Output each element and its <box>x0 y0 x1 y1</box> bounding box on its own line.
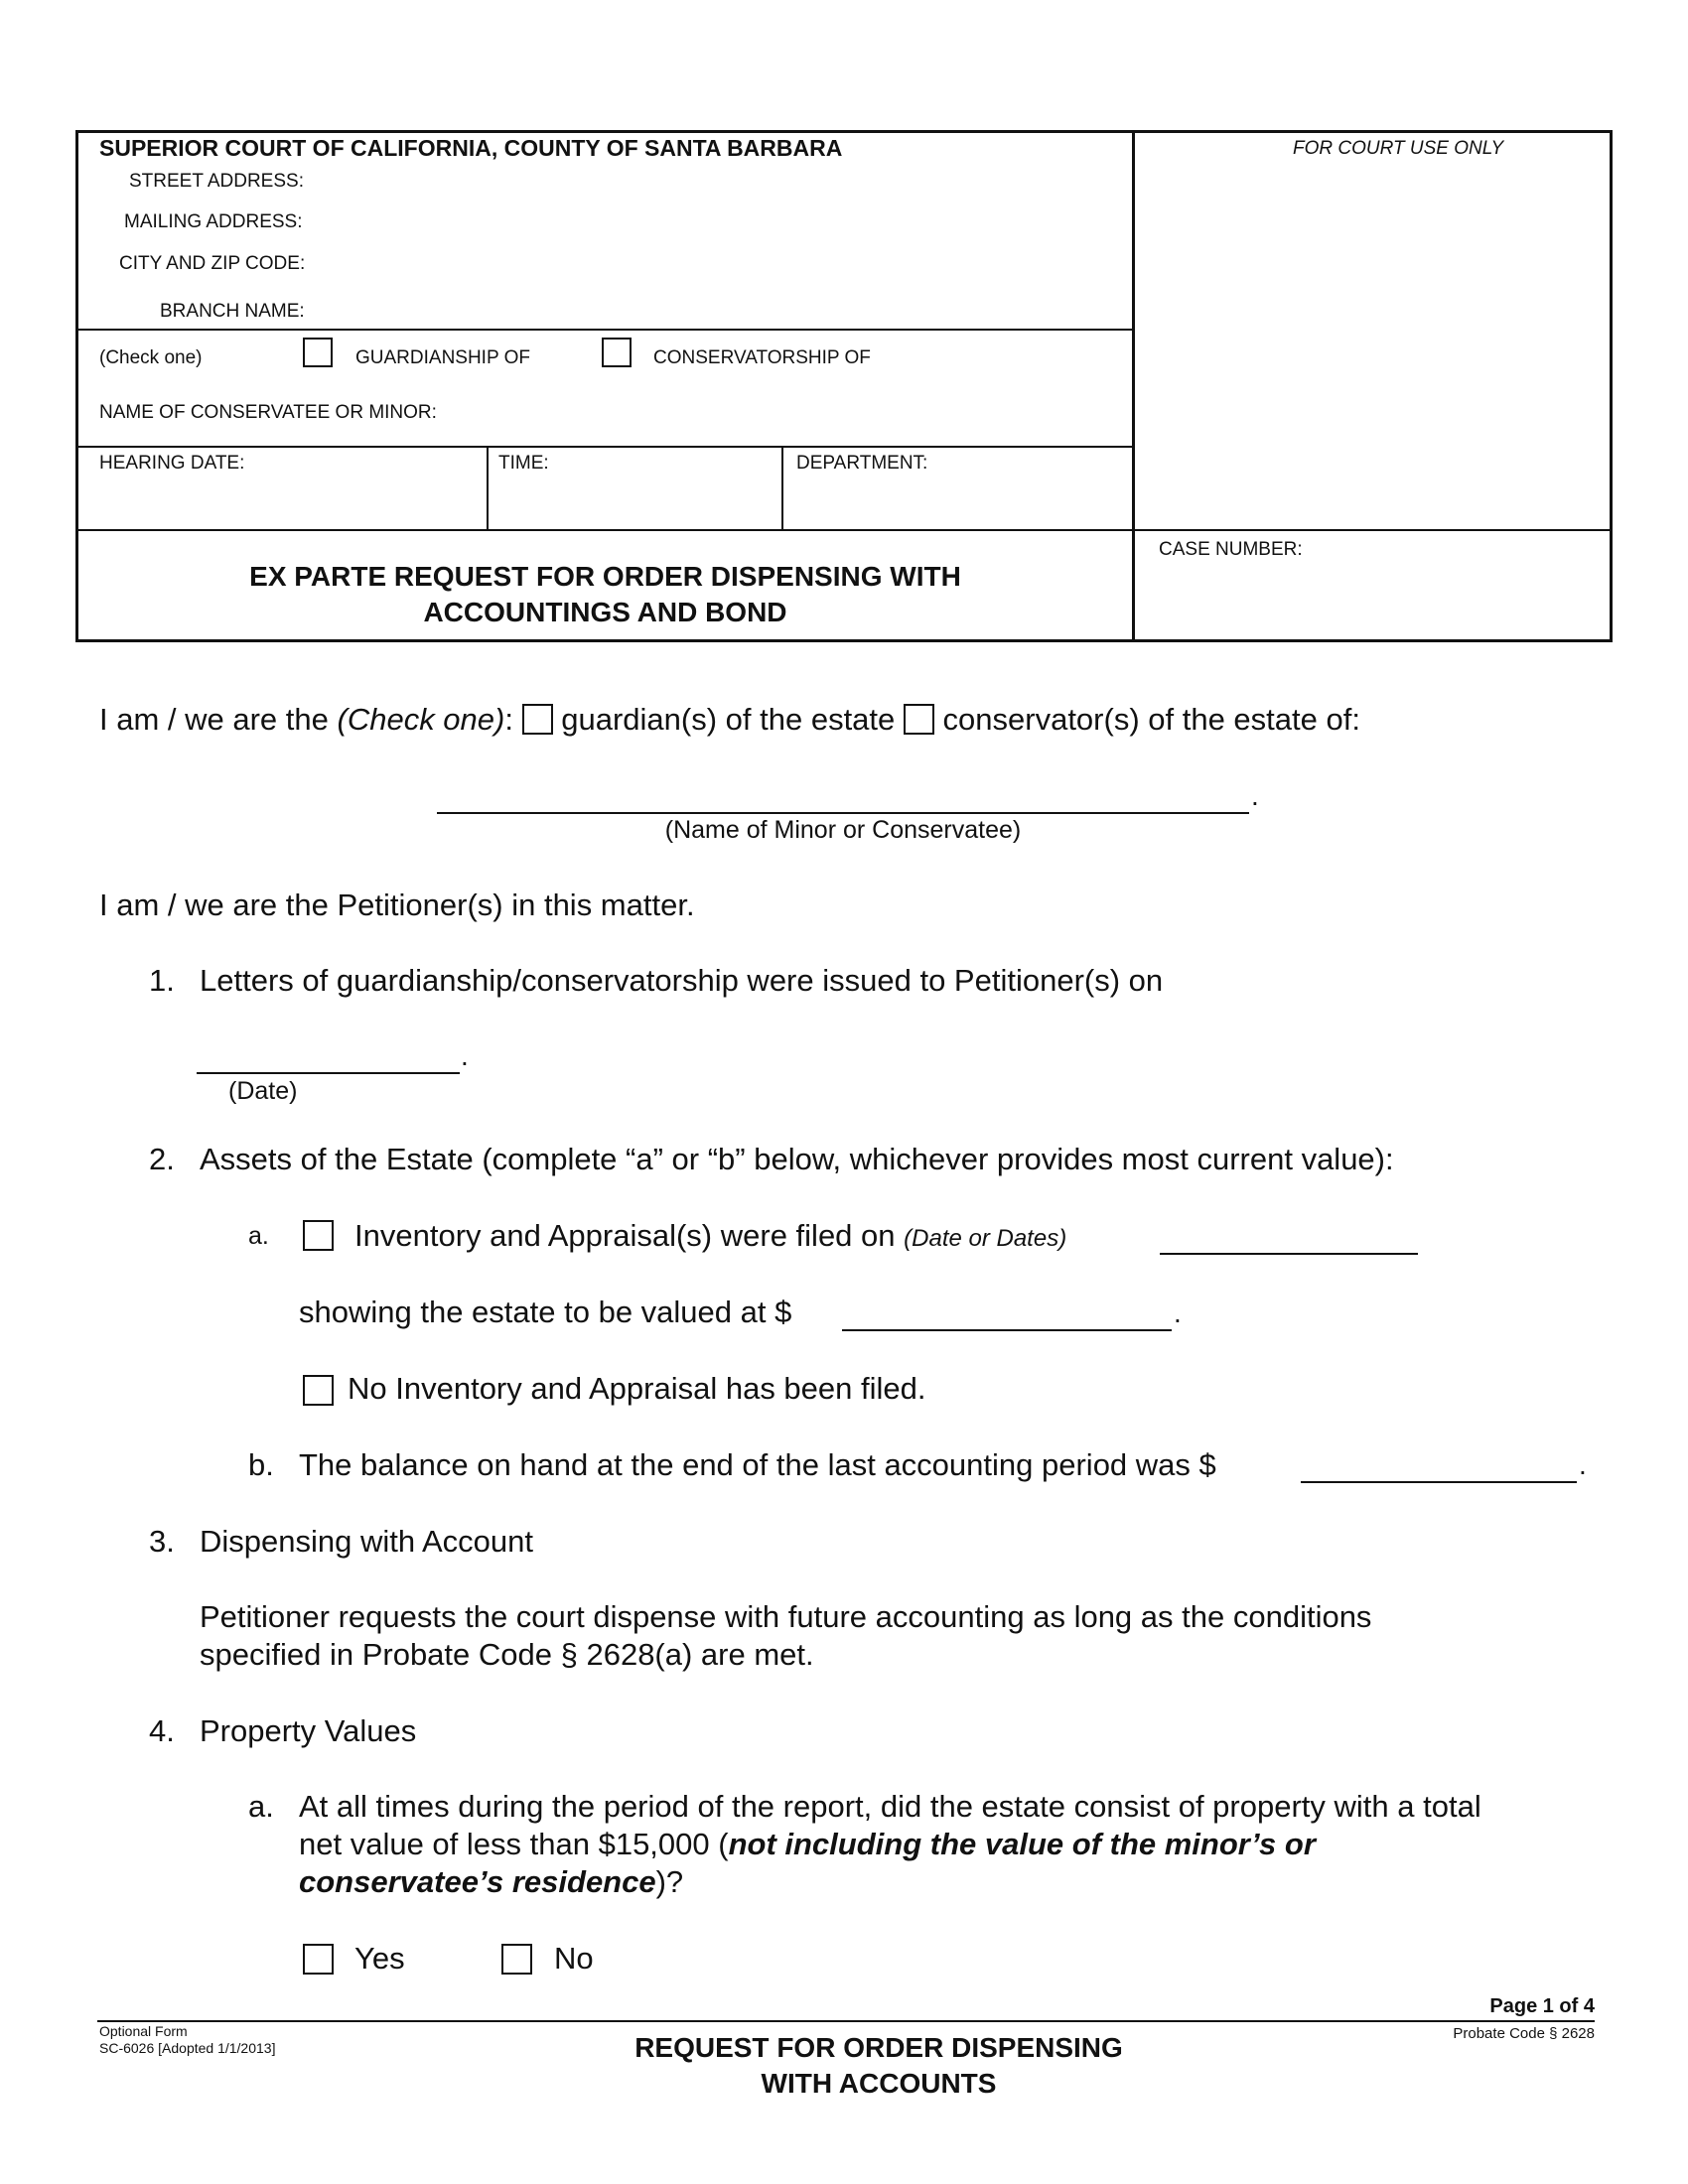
item4a-line2 <box>299 1826 1316 1863</box>
guardianship-label: GUARDIANSHIP OF <box>355 347 530 368</box>
guardian-estate-checkbox[interactable] <box>522 704 553 735</box>
department-label: DEPARTMENT: <box>796 453 928 474</box>
form-title-line1: EX PARTE REQUEST FOR ORDER DISPENSING WITH <box>249 561 961 592</box>
guardian-estate-label: guardian(s) of the estate <box>561 702 896 737</box>
caption-border-bottom <box>75 639 1613 642</box>
form-id-label: SC-6026 [Adopted 1/1/2013] <box>99 2040 276 2056</box>
inventory-filed-checkbox[interactable] <box>303 1220 334 1251</box>
check-one-label: (Check one) <box>99 347 203 368</box>
no-inventory-checkbox[interactable] <box>303 1375 334 1406</box>
page-number: Page 1 of 4 <box>1489 1995 1595 2017</box>
item1-number: 1. <box>149 963 175 998</box>
guardianship-checkbox[interactable] <box>303 338 333 367</box>
item4-heading: Property Values <box>200 1713 417 1748</box>
caption-divider-time <box>487 446 489 531</box>
probate-code-ref: Probate Code § 2628 <box>1453 2025 1595 2042</box>
item3-heading: Dispensing with Account <box>200 1524 534 1559</box>
mailing-address-label: MAILING ADDRESS: <box>124 211 303 232</box>
time-label: TIME: <box>498 453 549 474</box>
role-check-one: (Check one) <box>337 702 505 737</box>
inventory-dates-field[interactable] <box>1160 1253 1418 1255</box>
item4a-line3 <box>299 1863 683 1901</box>
caption-divider-department <box>781 446 783 531</box>
caption-divider-title <box>75 529 1613 531</box>
caption-divider-address <box>75 329 1134 331</box>
form-title-line2: ACCOUNTINGS AND BOND <box>423 597 787 627</box>
minor-name-period: . <box>1251 780 1259 811</box>
item4a-line3-emphasis: conservatee’s residence <box>299 1864 656 1899</box>
item2b-label: b. <box>248 1447 274 1482</box>
footer-title-line2: WITH ACCOUNTS <box>761 2068 997 2099</box>
no-inventory-text: No Inventory and Appraisal has been filed. <box>348 1371 926 1406</box>
city-zip-label: CITY AND ZIP CODE: <box>119 253 306 274</box>
yes-label: Yes <box>354 1941 405 1976</box>
inventory-dates-hint: (Date or Dates) <box>904 1225 1067 1252</box>
inventory-filed-text: Inventory and Appraisal(s) were filed on <box>354 1218 896 1253</box>
conservatorship-checkbox[interactable] <box>602 338 632 367</box>
item3-paragraph-line2: specified in Probate Code § 2628(a) are met. <box>200 1637 814 1672</box>
yes-checkbox[interactable] <box>303 1944 334 1975</box>
conservatorship-label: CONSERVATORSHIP OF <box>653 347 871 368</box>
role-prefix: I am / we are the <box>99 702 338 737</box>
form-title <box>78 559 1132 630</box>
branch-name-label: BRANCH NAME: <box>160 301 305 322</box>
hearing-date-label: HEARING DATE: <box>99 453 245 474</box>
case-number-label: CASE NUMBER: <box>1159 539 1303 560</box>
footer-rule <box>97 2020 1595 2022</box>
letters-date-caption: (Date) <box>228 1077 298 1105</box>
optional-form-label: Optional Form <box>99 2023 188 2039</box>
item3-paragraph-line1: Petitioner requests the court dispense with future accounting as long as the conditions <box>200 1599 1372 1634</box>
conservator-estate-label: conservator(s) of the estate of: <box>942 702 1360 737</box>
minor-name-caption: (Name of Minor or Conservatee) <box>664 816 1022 844</box>
no-label: No <box>554 1941 594 1976</box>
inventory-filed-line <box>354 1217 1066 1258</box>
item2-text: Assets of the Estate (complete “a” or “b” below, whichever provides most current value): <box>200 1142 1394 1176</box>
conservator-estate-checkbox[interactable] <box>904 704 934 735</box>
item4a-line3-text: )? <box>655 1864 684 1899</box>
conservatee-name-label: NAME OF CONSERVATEE OR MINOR: <box>99 402 437 423</box>
item2-number: 2. <box>149 1142 175 1176</box>
letters-date-field[interactable] <box>197 1072 460 1074</box>
item4-number: 4. <box>149 1713 175 1748</box>
court-use-label: FOR COURT USE ONLY <box>1293 138 1504 159</box>
caption-border-right <box>1610 130 1613 642</box>
caption-divider-vertical <box>1132 130 1135 642</box>
role-statement <box>99 701 1360 739</box>
court-name: SUPERIOR COURT OF CALIFORNIA, COUNTY OF SANTA BARBARA <box>99 135 843 161</box>
item4a-line2-text: net value of less than $15,000 ( <box>299 1827 729 1861</box>
footer-title <box>556 2030 1201 2102</box>
item4a-label: a. <box>248 1789 274 1824</box>
estate-value-text: showing the estate to be valued at $ <box>299 1295 792 1329</box>
estate-value-field[interactable] <box>842 1329 1172 1331</box>
no-checkbox[interactable] <box>501 1944 532 1975</box>
balance-text: The balance on hand at the end of the last accounting period was $ <box>299 1447 1216 1482</box>
minor-name-field[interactable] <box>437 812 1249 814</box>
balance-period: . <box>1579 1449 1587 1480</box>
role-colon: : <box>504 702 513 737</box>
petitioner-statement: I am / we are the Petitioner(s) in this matter. <box>99 887 695 922</box>
caption-divider-name <box>75 446 1134 448</box>
item1-text: Letters of guardianship/conservatorship were issued to Petitioner(s) on <box>200 963 1164 998</box>
letters-date-period: . <box>461 1040 469 1071</box>
street-address-label: STREET ADDRESS: <box>129 171 304 192</box>
caption-border-top <box>75 130 1613 133</box>
item3-number: 3. <box>149 1524 175 1559</box>
balance-field[interactable] <box>1301 1481 1577 1483</box>
item4a-line2-emphasis: not including the value of the minor’s or <box>728 1827 1316 1861</box>
item2a-label: a. <box>248 1222 269 1250</box>
estate-value-period: . <box>1174 1297 1182 1328</box>
footer-title-line1: REQUEST FOR ORDER DISPENSING <box>634 2032 1123 2063</box>
item4a-line1: At all times during the period of the report, did the estate consist of property with a total <box>299 1789 1481 1824</box>
